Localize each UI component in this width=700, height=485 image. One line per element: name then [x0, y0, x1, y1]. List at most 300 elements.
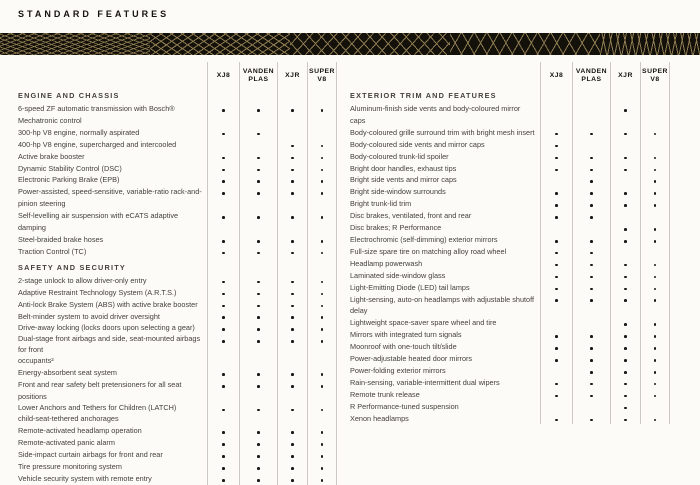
feature-mark-cell	[207, 103, 239, 127]
bullet-dot	[321, 328, 324, 331]
bullet-dot	[257, 467, 260, 470]
bullet-dot	[222, 240, 225, 243]
feature-mark-cell	[610, 329, 640, 341]
page-title: STANDARD FEATURES	[18, 9, 170, 19]
bullet-dot	[624, 204, 627, 207]
section-heading: EXTERIOR TRIM AND FEATURES	[350, 91, 497, 101]
table-row	[18, 234, 337, 246]
bullet-dot	[222, 479, 225, 482]
feature-mark-cell	[640, 210, 670, 222]
feature-mark-cell	[277, 234, 307, 246]
bullet-dot	[222, 281, 225, 284]
bullet-dot	[257, 180, 260, 183]
feature-mark-cell	[540, 210, 572, 222]
bullet-dot	[624, 264, 627, 267]
bullet-dot	[590, 288, 593, 291]
bullet-dot	[590, 395, 593, 398]
table-row	[18, 103, 337, 127]
bullet-dot	[555, 216, 558, 219]
bullet-dot	[291, 169, 294, 172]
table-row	[18, 174, 337, 186]
feature-mark-cell	[207, 127, 239, 139]
feature-mark-cell	[307, 425, 337, 437]
feature-label: Bright door handles, exhaust tips	[350, 163, 457, 173]
table-row	[350, 389, 670, 401]
bullet-dot	[590, 347, 593, 350]
table-row	[350, 401, 670, 413]
bullet-dot	[654, 204, 657, 207]
band-pattern-segment	[150, 33, 290, 55]
feature-mark-cell	[277, 174, 307, 186]
bullet-dot	[257, 443, 260, 446]
bullet-dot	[222, 216, 225, 219]
bullet-dot	[555, 252, 558, 255]
bullet-dot	[654, 228, 657, 231]
feature-mark-cell	[540, 246, 572, 258]
feature-mark-cell	[540, 174, 572, 186]
bullet-dot	[321, 479, 324, 482]
bullet-dot	[555, 359, 558, 362]
bullet-dot	[321, 252, 324, 255]
bullet-dot	[555, 383, 558, 386]
feature-mark-cell	[540, 163, 572, 175]
bullet-dot	[291, 340, 294, 343]
table-row	[350, 103, 670, 127]
feature-mark-cell	[610, 210, 640, 222]
feature-label: Body-coloured trunk-lid spoiler	[350, 151, 449, 161]
feature-mark-cell	[540, 258, 572, 270]
feature-label: Mirrors with integrated turn signals	[350, 330, 462, 340]
feature-mark-cell	[277, 473, 307, 485]
table-row	[350, 234, 670, 246]
bullet-dot	[321, 455, 324, 458]
bullet-dot	[222, 443, 225, 446]
bullet-dot	[555, 264, 558, 267]
bullet-dot	[291, 479, 294, 482]
feature-mark-cell	[307, 210, 337, 234]
bullet-dot	[624, 335, 627, 338]
feature-mark-cell	[277, 275, 307, 287]
feature-mark-cell	[540, 365, 572, 377]
tables-area	[18, 62, 670, 485]
feature-mark-cell	[610, 174, 640, 186]
bullet-dot	[257, 305, 260, 308]
bullet-dot	[624, 371, 627, 374]
feature-label: Belt-minder system to avoid driver oversight	[18, 311, 160, 321]
feature-mark-cell	[207, 461, 239, 473]
bullet-dot	[291, 328, 294, 331]
bullet-dot	[590, 383, 593, 386]
feature-label: Active brake booster	[18, 151, 85, 161]
bullet-dot	[321, 316, 324, 319]
table-row	[18, 367, 337, 379]
feature-mark-cell	[307, 275, 337, 287]
table-row	[350, 317, 670, 329]
column-header	[307, 62, 337, 90]
feature-mark-cell	[640, 246, 670, 258]
table-row	[350, 139, 670, 151]
table-row	[350, 377, 670, 389]
feature-label: Adaptive Restraint Technology System (A.R.T.S.)	[18, 287, 177, 297]
bullet-dot	[624, 133, 627, 136]
bullet-dot	[321, 305, 324, 308]
feature-mark-cell	[277, 186, 307, 210]
bullet-dot	[590, 335, 593, 338]
feature-mark-cell	[640, 186, 670, 198]
feature-mark-cell	[640, 151, 670, 163]
feature-mark-cell	[540, 186, 572, 198]
feature-label: Aluminum-finish side vents and body-coloured mirror caps	[350, 104, 521, 125]
feature-mark-cell	[277, 127, 307, 139]
bullet-dot	[555, 276, 558, 279]
feature-mark-cell	[540, 139, 572, 151]
bullet-dot	[222, 373, 225, 376]
feature-mark-cell	[640, 139, 670, 151]
feature-mark-cell	[640, 377, 670, 389]
column-header-label: VANDEN PLAS	[242, 67, 275, 83]
feature-mark-cell	[239, 299, 277, 311]
bullet-dot	[555, 395, 558, 398]
bullet-dot	[321, 180, 324, 183]
column-header	[640, 62, 670, 90]
table-row	[18, 275, 337, 287]
feature-mark-cell	[640, 282, 670, 294]
table-row	[350, 186, 670, 198]
feature-label: Side-impact curtain airbags for front and rear	[18, 450, 163, 460]
band-pattern-segment	[290, 33, 450, 55]
column-header-row	[350, 62, 670, 90]
feature-mark-cell	[207, 151, 239, 163]
bullet-dot	[624, 228, 627, 231]
feature-mark-cell	[307, 139, 337, 151]
feature-mark-cell	[540, 401, 572, 413]
feature-mark-cell	[207, 234, 239, 246]
feature-mark-cell	[610, 317, 640, 329]
feature-mark-cell	[540, 151, 572, 163]
feature-mark-cell	[640, 401, 670, 413]
feature-label: Dual-stage front airbags and side, seat-mounted airbags for front occupants²	[18, 334, 201, 366]
table-row	[350, 246, 670, 258]
bullet-dot	[654, 299, 657, 302]
bullet-dot	[291, 157, 294, 160]
feature-mark-cell	[239, 449, 277, 461]
band-pattern-segment	[0, 33, 150, 55]
bullet-dot	[257, 316, 260, 319]
bullet-dot	[222, 133, 225, 136]
feature-label: Remote-activated panic alarm	[18, 438, 115, 448]
bullet-dot	[654, 240, 657, 243]
bullet-dot	[222, 305, 225, 308]
feature-mark-cell	[239, 403, 277, 426]
feature-mark-cell	[610, 151, 640, 163]
bullet-dot	[291, 316, 294, 319]
bullet-dot	[321, 385, 324, 388]
bullet-dot	[321, 216, 324, 219]
table-row	[18, 287, 337, 299]
bullet-dot	[555, 240, 558, 243]
feature-label: Energy-absorbent seat system	[18, 368, 117, 378]
table-row	[18, 461, 337, 473]
feature-mark-cell	[207, 163, 239, 175]
bullet-dot	[590, 264, 593, 267]
bullet-dot	[291, 467, 294, 470]
bullet-dot	[590, 371, 593, 374]
bullet-dot	[257, 157, 260, 160]
feature-mark-cell	[239, 473, 277, 485]
feature-mark-cell	[640, 127, 670, 139]
section-heading: SAFETY AND SECURITY	[18, 262, 126, 272]
feature-mark-cell	[540, 341, 572, 353]
feature-label-line2: child-seat-tethered anchorages	[18, 413, 119, 423]
feature-mark-cell	[277, 311, 307, 323]
feature-mark-cell	[540, 234, 572, 246]
bullet-dot	[321, 240, 324, 243]
column-header-label: XJ8	[216, 71, 231, 79]
feature-mark-cell	[277, 379, 307, 403]
feature-mark-cell	[572, 139, 610, 151]
bullet-dot	[321, 169, 324, 172]
feature-mark-cell	[277, 425, 307, 437]
feature-label: Body-coloured grille surround trim with bright mesh insert	[350, 127, 535, 137]
feature-mark-cell	[572, 282, 610, 294]
feature-label: Electrochromic (self-dimming) exterior mirrors	[350, 234, 498, 244]
feature-mark-cell	[307, 234, 337, 246]
feature-mark-cell	[207, 367, 239, 379]
bullet-dot	[321, 157, 324, 160]
bullet-dot	[257, 455, 260, 458]
feature-mark-cell	[572, 127, 610, 139]
bullet-dot	[291, 305, 294, 308]
bullet-dot	[291, 409, 294, 412]
bullet-dot	[321, 409, 324, 412]
feature-mark-cell	[239, 367, 277, 379]
feature-mark-cell	[540, 270, 572, 282]
bullet-dot	[654, 383, 657, 386]
bullet-dot	[590, 419, 593, 422]
feature-mark-cell	[540, 127, 572, 139]
bullet-dot	[624, 299, 627, 302]
bullet-dot	[654, 192, 657, 195]
feature-mark-cell	[540, 317, 572, 329]
bullet-dot	[654, 276, 657, 279]
bullet-dot	[624, 169, 627, 172]
bullet-dot	[590, 299, 593, 302]
feature-mark-cell	[572, 103, 610, 127]
table-row	[18, 379, 337, 403]
column-header-label: SUPER V8	[309, 67, 335, 83]
table-row	[350, 270, 670, 282]
bullet-dot	[222, 316, 225, 319]
bullet-dot	[222, 157, 225, 160]
feature-mark-cell	[640, 413, 670, 425]
feature-mark-cell	[207, 379, 239, 403]
feature-label: Xenon headlamps	[350, 413, 409, 423]
feature-mark-cell	[572, 234, 610, 246]
feature-label: Drive-away locking (locks doors upon selecting a gear)	[18, 323, 195, 333]
feature-mark-cell	[207, 449, 239, 461]
feature-mark-cell	[239, 461, 277, 473]
feature-label: Remote-activated headlamp operation	[18, 426, 142, 436]
feature-mark-cell	[277, 461, 307, 473]
column-header-label: VANDEN PLAS	[575, 67, 608, 83]
feature-mark-cell	[207, 287, 239, 299]
bullet-dot	[654, 395, 657, 398]
feature-mark-cell	[572, 294, 610, 318]
feature-mark-cell	[610, 377, 640, 389]
feature-mark-cell	[572, 151, 610, 163]
bullet-dot	[321, 373, 324, 376]
feature-mark-cell	[640, 389, 670, 401]
bullet-dot	[222, 385, 225, 388]
column-header	[540, 62, 572, 90]
feature-mark-cell	[239, 379, 277, 403]
bullet-dot	[590, 192, 593, 195]
feature-mark-cell	[239, 287, 277, 299]
bullet-dot	[624, 395, 627, 398]
feature-label: Disc brakes, ventilated, front and rear	[350, 211, 472, 221]
bullet-dot	[257, 192, 260, 195]
feature-label: Front and rear safety belt pretensioners for all seat positions	[18, 379, 182, 401]
column-header	[277, 62, 307, 90]
feature-mark-cell	[307, 322, 337, 334]
bullet-dot	[590, 133, 593, 136]
feature-mark-cell	[207, 246, 239, 258]
feature-mark-cell	[307, 473, 337, 485]
table-row	[18, 473, 337, 485]
bullet-dot	[590, 169, 593, 172]
feature-mark-cell	[572, 329, 610, 341]
table-row	[18, 246, 337, 258]
feature-mark-cell	[572, 317, 610, 329]
feature-mark-cell	[640, 198, 670, 210]
column-header-label: SUPER V8	[642, 67, 668, 83]
feature-mark-cell	[572, 186, 610, 198]
feature-mark-cell	[207, 139, 239, 151]
feature-mark-cell	[540, 377, 572, 389]
column-header	[239, 62, 277, 90]
feature-mark-cell	[572, 353, 610, 365]
column-header-label: XJ8	[549, 71, 564, 79]
feature-mark-cell	[307, 127, 337, 139]
table-row	[350, 365, 670, 377]
bullet-dot	[654, 335, 657, 338]
feature-mark-cell	[207, 437, 239, 449]
bullet-dot	[624, 407, 627, 410]
feature-label: Headlamp powerwash	[350, 258, 423, 268]
feature-label: Vehicle security system with remote entry	[18, 473, 152, 483]
column-header-row	[18, 62, 337, 90]
table-row	[18, 322, 337, 334]
bullet-dot	[590, 276, 593, 279]
table-row	[350, 282, 670, 294]
bullet-dot	[222, 252, 225, 255]
feature-mark-cell	[572, 222, 610, 234]
bullet-dot	[321, 431, 324, 434]
bullet-dot	[257, 340, 260, 343]
bullet-dot	[555, 204, 558, 207]
feature-mark-cell	[610, 401, 640, 413]
feature-mark-cell	[277, 246, 307, 258]
feature-label: Body-coloured side vents and mirror caps	[350, 139, 485, 149]
bullet-dot	[321, 443, 324, 446]
feature-label: Self-levelling air suspension with eCATS adaptive damping	[18, 211, 179, 233]
feature-label: Bright side vents and mirror caps	[350, 175, 457, 185]
feature-label: Lightweight space-saver spare wheel and tire	[350, 318, 497, 328]
feature-mark-cell	[572, 401, 610, 413]
feature-label: Bright trunk-lid trim	[350, 199, 412, 209]
feature-mark-cell	[207, 210, 239, 234]
bullet-dot	[555, 299, 558, 302]
bullet-dot	[654, 133, 657, 136]
bullet-dot	[654, 169, 657, 172]
feature-label: Light-Emitting Diode (LED) tail lamps	[350, 282, 470, 292]
bullet-dot	[590, 204, 593, 207]
feature-mark-cell	[640, 163, 670, 175]
feature-mark-cell	[307, 461, 337, 473]
feature-mark-cell	[239, 127, 277, 139]
feature-mark-cell	[207, 473, 239, 485]
feature-label: Lower Anchors and Tethers for Children (LATCH) child-seat-tethered anchorages	[18, 403, 207, 426]
table-row	[350, 198, 670, 210]
bullet-dot	[291, 192, 294, 195]
bullet-dot	[624, 419, 627, 422]
feature-mark-cell	[239, 151, 277, 163]
feature-label: Power-folding exterior mirrors	[350, 365, 446, 375]
bullet-dot	[590, 157, 593, 160]
feature-mark-cell	[307, 151, 337, 163]
bullet-dot	[291, 431, 294, 434]
section-heading-row	[18, 258, 337, 275]
feature-mark-cell	[540, 103, 572, 127]
band-pattern-segment	[450, 33, 600, 55]
feature-mark-cell	[610, 365, 640, 377]
bullet-dot	[321, 192, 324, 195]
feature-label: 400-hp V8 engine, supercharged and intercooled	[18, 139, 177, 149]
bullet-dot	[257, 431, 260, 434]
feature-mark-cell	[277, 334, 307, 367]
feature-mark-cell	[307, 334, 337, 367]
feature-mark-cell	[610, 186, 640, 198]
band-pattern-segment	[600, 33, 700, 55]
feature-mark-cell	[610, 341, 640, 353]
table-row	[350, 210, 670, 222]
table-row	[350, 174, 670, 186]
bullet-dot	[291, 252, 294, 255]
feature-mark-cell	[277, 403, 307, 426]
bullet-dot	[624, 157, 627, 160]
bullet-dot	[590, 359, 593, 362]
feature-mark-cell	[239, 210, 277, 234]
feature-mark-cell	[640, 270, 670, 282]
feature-mark-cell	[610, 222, 640, 234]
feature-mark-cell	[572, 210, 610, 222]
bullet-dot	[257, 133, 260, 136]
feature-mark-cell	[207, 186, 239, 210]
feature-mark-cell	[572, 389, 610, 401]
column-header	[610, 62, 640, 90]
bullet-dot	[257, 216, 260, 219]
feature-mark-cell	[277, 139, 307, 151]
feature-mark-cell	[640, 341, 670, 353]
bullet-dot	[257, 479, 260, 482]
bullet-dot	[257, 109, 260, 112]
feature-mark-cell	[610, 127, 640, 139]
bullet-dot	[291, 373, 294, 376]
bullet-dot	[222, 409, 225, 412]
feature-label: Anti-lock Brake System (ABS) with active brake booster	[18, 299, 198, 309]
bullet-dot	[321, 293, 324, 296]
bullet-dot	[291, 240, 294, 243]
